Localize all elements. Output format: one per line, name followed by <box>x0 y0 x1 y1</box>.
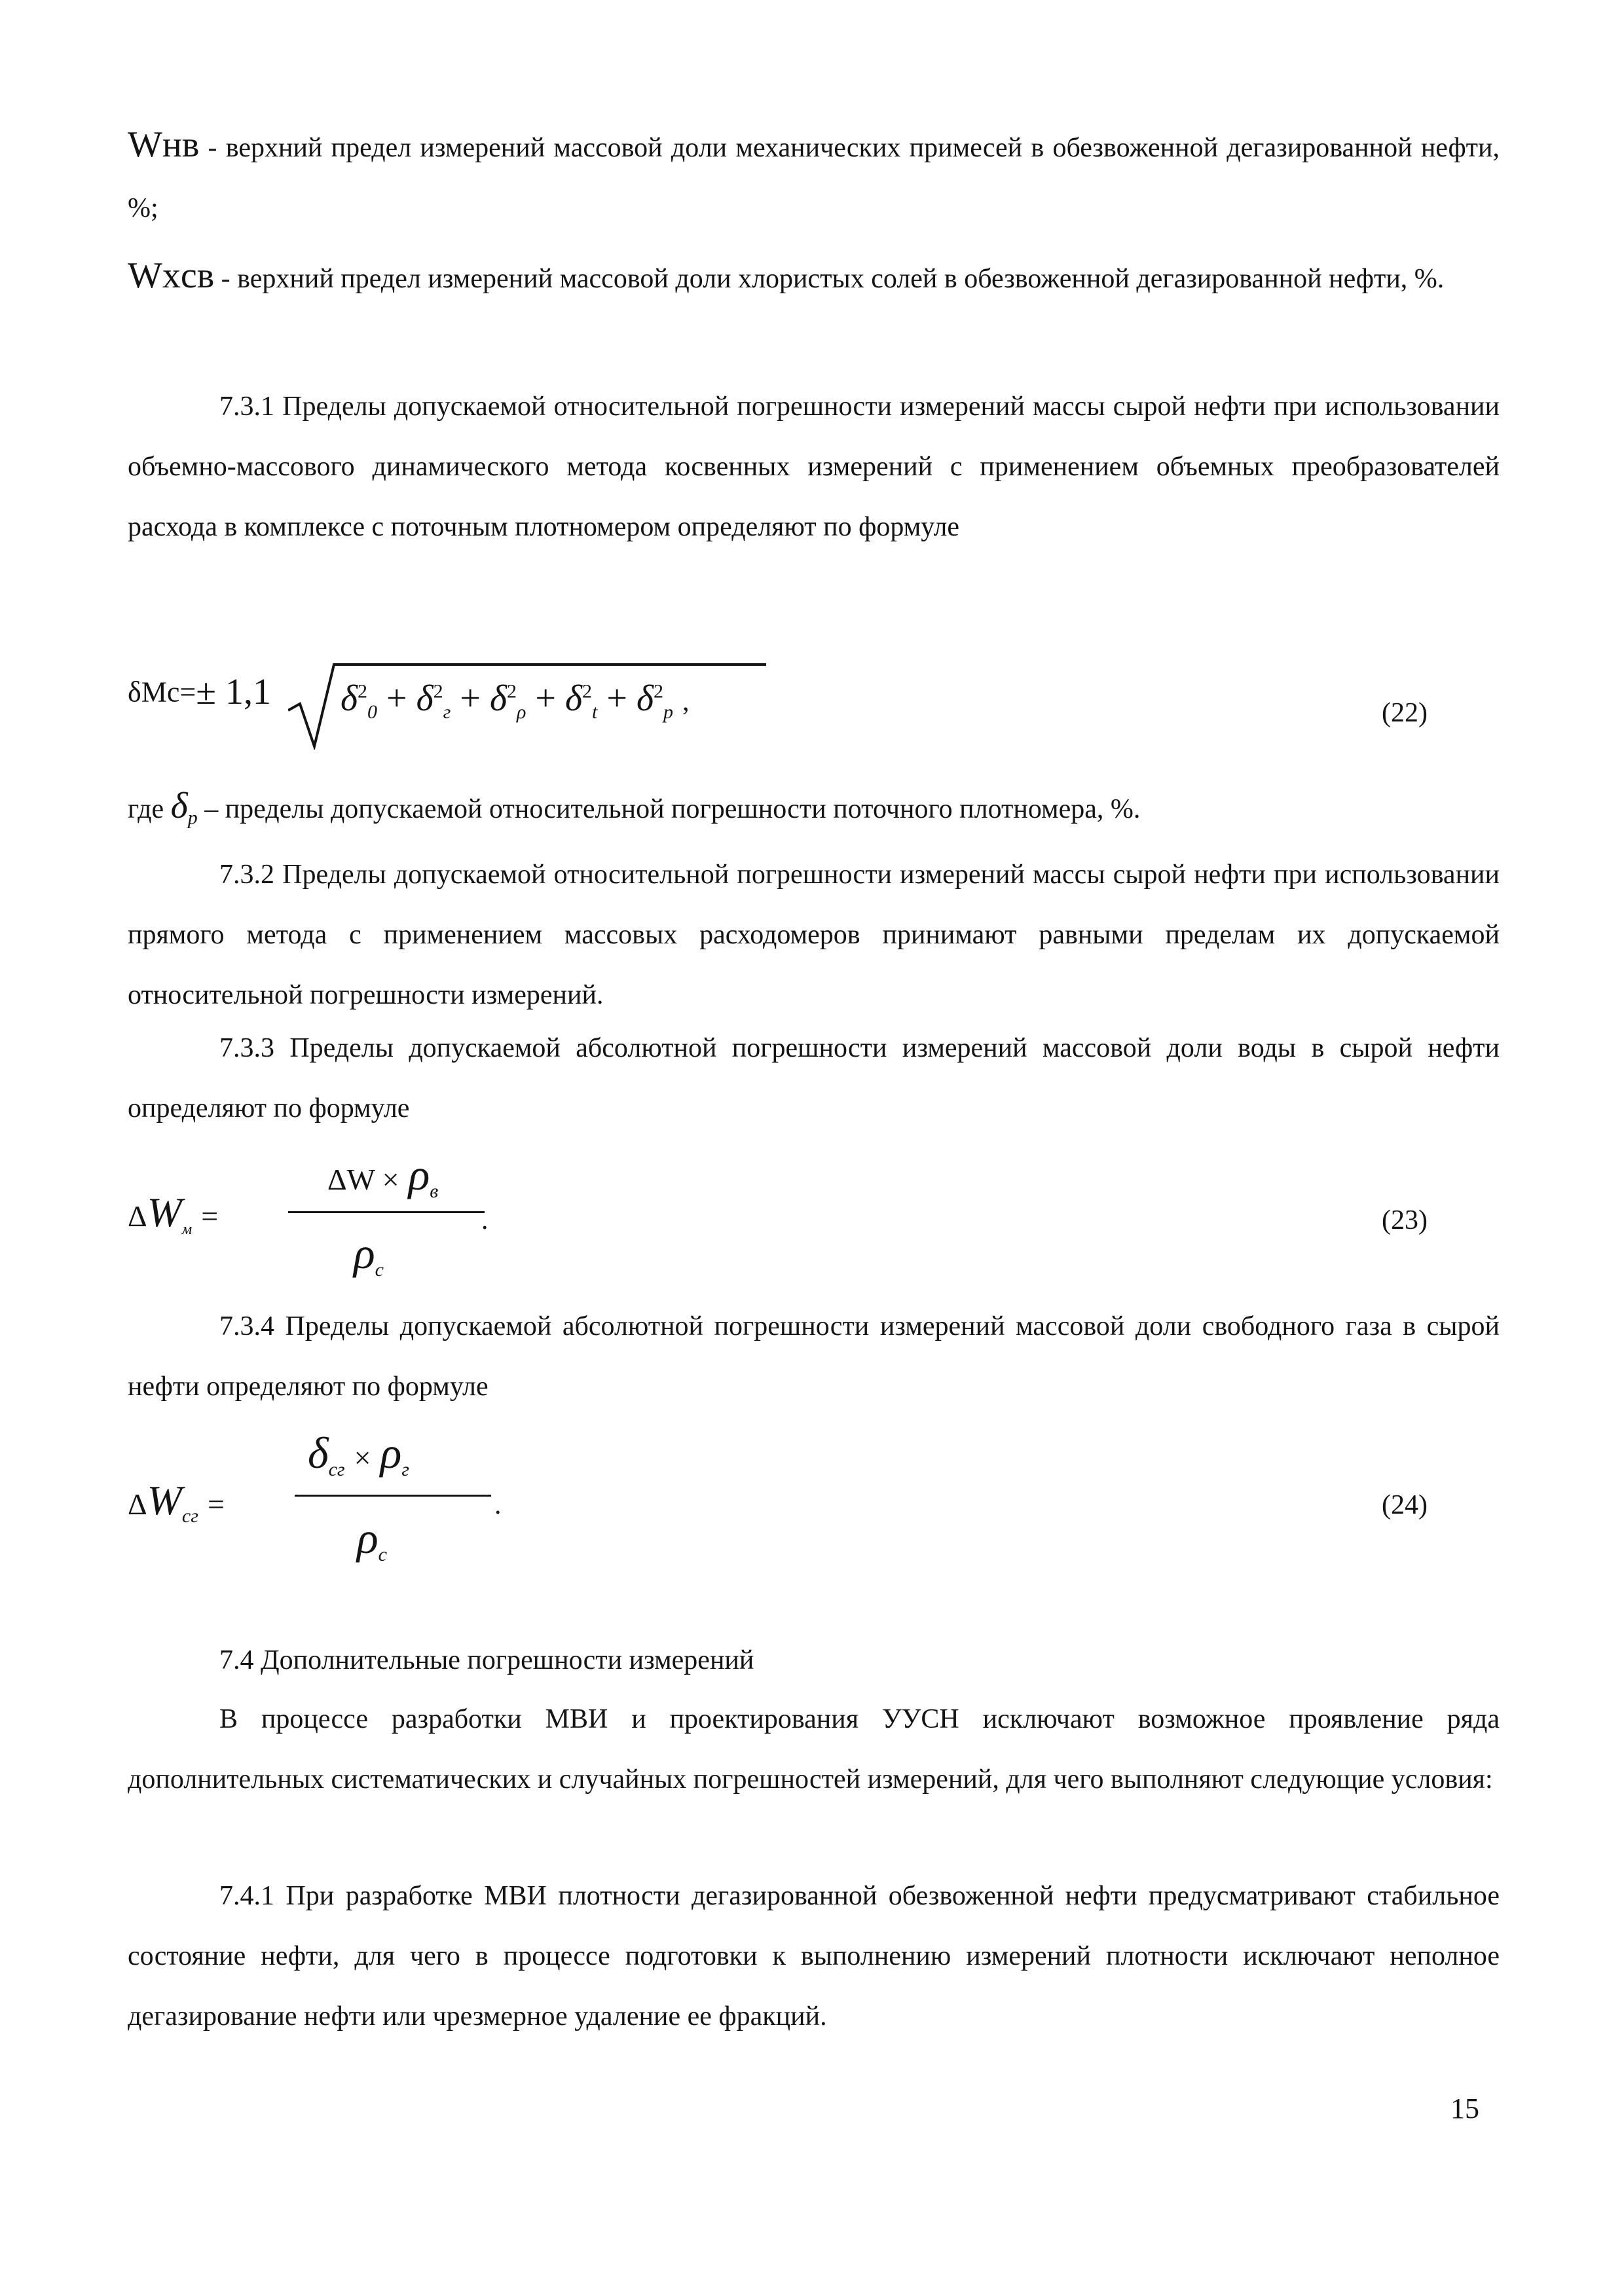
equals-sign: = <box>201 1199 219 1233</box>
where-text: – пределы допускаемой относительной погрешности поточного плотномера, %. <box>204 794 1141 824</box>
equals-sign: = <box>207 1487 225 1521</box>
numerator-left: ΔW × <box>327 1163 399 1196</box>
w-sub: сг <box>181 1505 198 1527</box>
where-symbol-sub: р <box>187 807 198 829</box>
formula-23-period: . <box>481 1205 489 1235</box>
term-delta-t: $\delta^2_t$ <box>565 678 598 723</box>
equation-number-23: (23) <box>1382 1205 1428 1235</box>
formula-24-numerator <box>308 1427 409 1481</box>
formula-23-numerator <box>327 1149 438 1203</box>
plus-sign: + <box>606 678 627 719</box>
rho-sub: с <box>375 1259 384 1281</box>
formula-22-radicand <box>341 678 690 723</box>
formula-22-coef: ± 1,1 <box>196 672 271 713</box>
page-number: 15 <box>1450 2092 1479 2124</box>
paragraph-7-3-1: 7.3.1 Пределы допускаемой относительной погрешности измерений массы сырой нефти при использовании объемно-массового динамического метода косвенных измерений с применением объемных преобразователей расхода в комплексе с поточным плотномером определяют по формуле <box>128 392 1500 542</box>
radical-bar <box>334 663 805 666</box>
formula-23-lhs <box>128 1188 218 1239</box>
term-delta-rho: $\delta^2_\rho$ <box>489 678 526 723</box>
paragraph-7-3-2: 7.3.2 Пределы допускаемой относительной погрешности измерений массы сырой нефти при использовании прямого метода с применением массовых расходомеров принимают равными пределам их допускаемой относительной погрешности измерений. <box>128 860 1500 1010</box>
formula-24-denominator <box>357 1512 387 1566</box>
definition-wnv <box>128 115 1500 238</box>
fraction-line-23 <box>288 1211 485 1213</box>
times-sign: × <box>354 1441 371 1474</box>
delta-symbol: Δ <box>128 1199 147 1233</box>
symbol-wnv: Wнв <box>128 124 200 165</box>
formula-24-lhs <box>128 1476 225 1527</box>
w-symbol: W <box>147 1189 182 1235</box>
definition-wxsv <box>128 246 1500 309</box>
section-heading-7-4: 7.4 Дополнительные погрешности измерений <box>219 1645 754 1675</box>
term-delta-g: $\delta^2_г$ <box>416 678 451 723</box>
where-prefix: где <box>128 794 164 824</box>
paragraph-7-3-3: 7.3.3 Пределы допускаемой абсолютной погрешности измерений массовой доли воды в сырой нефти определяют по формуле <box>128 1033 1500 1123</box>
formula-24-period: . <box>494 1490 502 1520</box>
term-delta-p: $\delta^2_р$ <box>636 678 673 723</box>
formula-22-lhs: δМс= <box>128 676 196 708</box>
rho-sub: с <box>378 1544 387 1566</box>
definition-wxsv-text: - верхний предел измерений массовой доли хлористых солей в обезвоженной дегазированной нефти, %. <box>221 264 1445 294</box>
delta-symbol: Δ <box>128 1487 147 1521</box>
plus-sign: + <box>386 678 407 719</box>
rho-symbol: ρ <box>380 1428 402 1478</box>
plus-sign: + <box>535 678 556 719</box>
rho-symbol: ρ <box>408 1150 430 1199</box>
formula-22 <box>128 668 271 713</box>
paragraph-7-4: В процессе разработки МВИ и проектирования УУСН исключают возможное проявление ряда дополнительных систематических и случайных погрешностей измерений, для чего выполняют следующие условия: <box>128 1704 1500 1795</box>
term-delta-0: $\delta^2_0$ <box>341 678 378 723</box>
formula-22-explanation <box>128 776 1500 848</box>
paragraph-7-4-1: 7.4.1 При разработке МВИ плотности дегазированной обезвоженной нефти предусматривают стабильное состояние нефти, для чего в процессе подготовки к выполнению измерений плотности исключают неполное дегазирование нефти или чрезмерное удаление ее фракций. <box>128 1881 1500 2032</box>
paragraph-7-3-4: 7.3.4 Пределы допускаемой абсолютной погрешности измерений массовой доли свободного газа в сырой нефти определяют по формуле <box>128 1311 1500 1402</box>
symbol-wxsv: Wxсв <box>128 255 215 296</box>
definition-wnv-text: - верхний предел измерений массовой доли механических примесей в обезвоженной дегазированной нефти, %; <box>128 133 1500 223</box>
fraction-line-24 <box>295 1495 491 1497</box>
equation-number-24: (24) <box>1382 1490 1428 1520</box>
formula-22-comma: , <box>682 687 690 717</box>
delta-small-symbol: δ <box>308 1428 329 1478</box>
rho-sub: г <box>401 1459 409 1481</box>
rho-sub: в <box>430 1180 439 1203</box>
w-symbol: W <box>147 1477 182 1523</box>
delta-sub: сг <box>328 1459 345 1481</box>
equation-number-22: (22) <box>1382 698 1428 728</box>
formula-23-denominator <box>354 1228 384 1281</box>
w-sub: м <box>181 1221 193 1239</box>
where-symbol: δ <box>170 786 188 826</box>
rho-symbol: ρ <box>354 1228 375 1278</box>
rho-symbol: ρ <box>357 1513 378 1563</box>
plus-sign: + <box>460 678 481 719</box>
